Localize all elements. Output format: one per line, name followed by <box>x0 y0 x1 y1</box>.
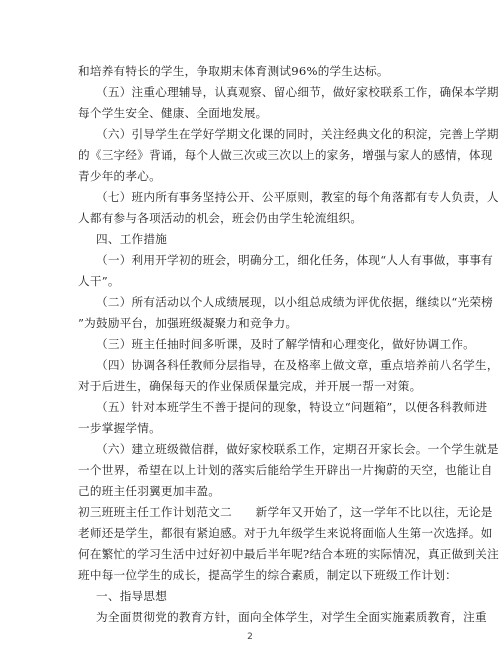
text-line: （五）针对本班学生不善于提问的现象，特设立“问题箱”，以便各科教师进 <box>96 400 488 414</box>
text-line: 一步掌握学情。 <box>78 421 161 435</box>
text-line: 己的班主任羽翼更加丰盈。 <box>78 484 221 498</box>
text-line: （五）注重心理辅导，认真观察、留心细节，做好家校联系工作，确保本学期 <box>96 85 499 99</box>
section-heading: 四、工作措施 <box>96 232 168 246</box>
text-line: 每个学生安全、健康、全面地发展。 <box>78 106 268 120</box>
text-line: （三）班主任抽时间多听课，及时了解学情和心理变化，做好协调工作。 <box>96 337 476 351</box>
text-line: 青少年的孝心。 <box>78 169 161 183</box>
text-line: 人都有参与各项活动的机会，班会仍由学生轮流组织。 <box>78 211 363 225</box>
text-line: （四）协调各科任教师分层指导，在及格率上做文章，重点培养前八名学生， <box>96 358 499 372</box>
section-heading: 一、指导思想 <box>96 589 168 603</box>
text-line: 初三班班主任工作计划范文二 新学年又开始了，这一学年不比以往，无论是 <box>78 505 493 519</box>
text-line: （一）利用开学初的班会，明确分工，细化任务，体现“人人有事做，事事有 <box>96 253 494 267</box>
text-line: ”为鼓励平台，加强班级凝聚力和竞争力。 <box>78 316 298 330</box>
text-line: 班中每一位学生的成长，提高学生的综合素质，制定以下班级工作计划： <box>78 568 458 582</box>
text-line: 为全面贯彻党的教育方针，面向全体学生，对学生全面实施素质教育，注重 <box>96 610 487 624</box>
text-line: （二）所有活动以个人成绩展现，以小组总成绩为评优依据，继续以“光荣榜 <box>96 295 494 309</box>
text-line: （七）班内所有事务坚持公开、公平原则，教室的每个角落都有专人负责，人 <box>96 190 499 204</box>
text-line: 的《三字经》背诵，每个人做三次或三次以上的家务，增强与家人的感情，体现 <box>78 148 493 162</box>
text-line: （六）建立班级微信群，做好家校联系工作，定期召开家长会。一个学生就是 <box>96 442 499 456</box>
text-line: 人干”。 <box>78 274 120 288</box>
text-line: 何在繁忙的学习生活中过好初中最后半年呢?结合本班的实际情况，真正做到关注 <box>78 547 499 561</box>
text-line: 老师还是学生，都很有紧迫感。对于九年级学生来说将面临人生第一次选择。如 <box>78 526 493 540</box>
text-line: 和培养有特长的学生，争取期末体育测试96%的学生达标。 <box>78 64 389 78</box>
text-line: （六）引导学生在学好学期文化课的同时，关注经典文化的积淀，完善上学期 <box>96 127 499 141</box>
text-line: 对于后进生，确保每天的作业保质保量完成，并开展一帮一对策。 <box>78 379 422 393</box>
page-number: 2 <box>247 632 253 642</box>
text-line: 一个世界，希望在以上计划的落实后能给学生开辟出一片掬蔚的天空，也能让自 <box>78 463 493 477</box>
